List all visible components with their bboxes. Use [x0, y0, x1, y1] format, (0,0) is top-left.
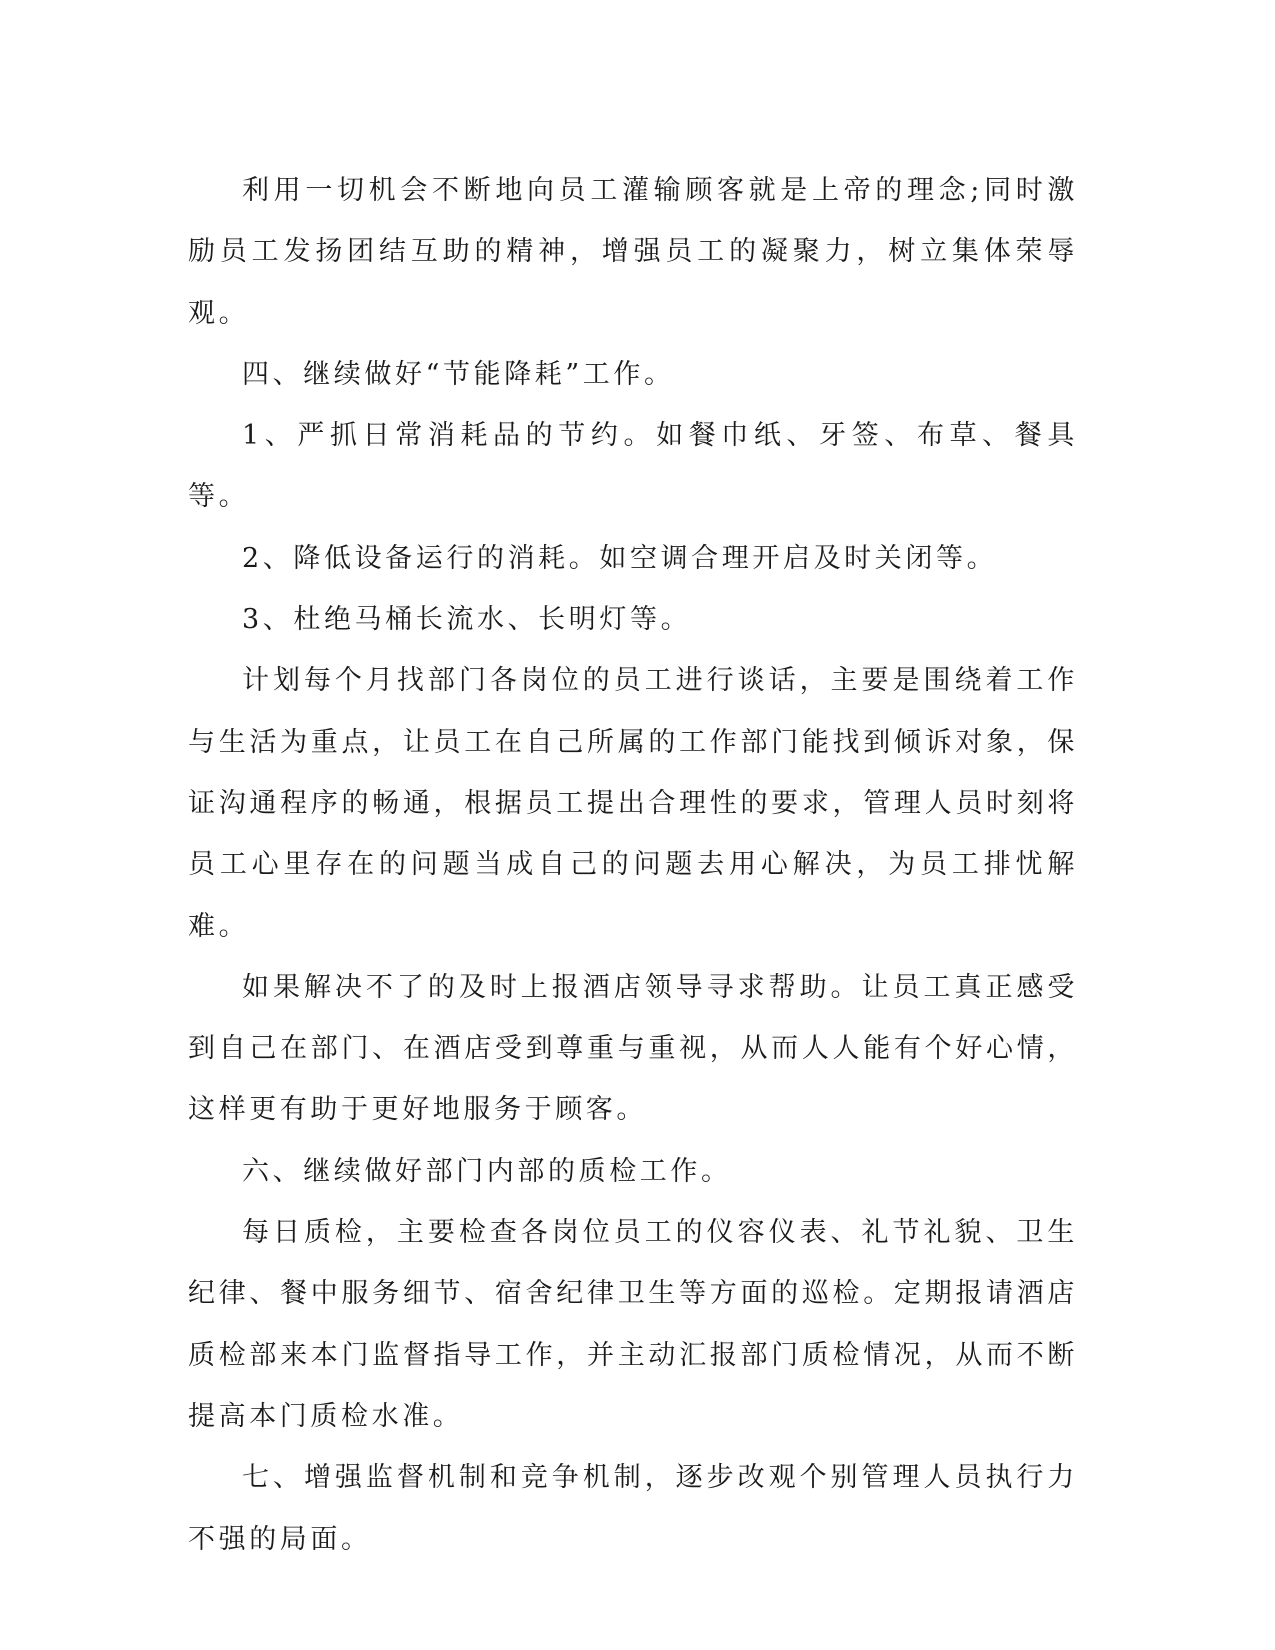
heading-supervision-mechanism: 七、增强监督机制和竞争机制，逐步改观个别管理人员执行力不强的局面。: [188, 1462, 1078, 1555]
heading-quality-inspection: 六、继续做好部门内部的质检工作。: [242, 1155, 732, 1187]
list-item-consumables: 1、严抓日常消耗品的节约。如餐巾纸、牙签、布草、餐具等。: [188, 420, 1078, 513]
list-item-equipment: 2、降低设备运行的消耗。如空调合理开启及时关闭等。: [242, 542, 998, 574]
document-body: [188, 160, 1078, 1570]
list-item-water-lights: 3、杜绝马桶长流水、长明灯等。: [242, 604, 692, 636]
paragraph-daily-inspection: 每日质检，主要检查各岗位员工的仪容仪表、礼节礼貌、卫生纪律、餐中服务细节、宿舍纪律卫生等方面的巡检。定期报请酒店质检部来本门监督指导工作，并主动汇报部门质检情况，从而不断提高本门质检水准。: [188, 1217, 1078, 1432]
paragraph-report-leaders: 如果解决不了的及时上报酒店领导寻求帮助。让员工真正感受到自己在部门、在酒店受到尊重与重视，从而人人能有个好心情，这样更有助于更好地服务于顾客。: [188, 971, 1078, 1126]
heading-energy-saving: 四、继续做好“节能降耗”工作。: [242, 358, 675, 390]
paragraph-staff-service-philosophy: 利用一切机会不断地向员工灌输顾客就是上帝的理念;同时激励员工发扬团结互助的精神，增强员工的凝聚力，树立集体荣辱观。: [188, 175, 1078, 329]
paragraph-monthly-talks: 计划每个月找部门各岗位的员工进行谈话，主要是围绕着工作与生活为重点，让员工在自己所属的工作部门能找到倾诉对象，保证沟通程序的畅通，根据员工提出合理性的要求，管理人员时刻将员工心里存在的问题当成自己的问题去用心解决，为员工排忧解难。: [188, 665, 1078, 942]
